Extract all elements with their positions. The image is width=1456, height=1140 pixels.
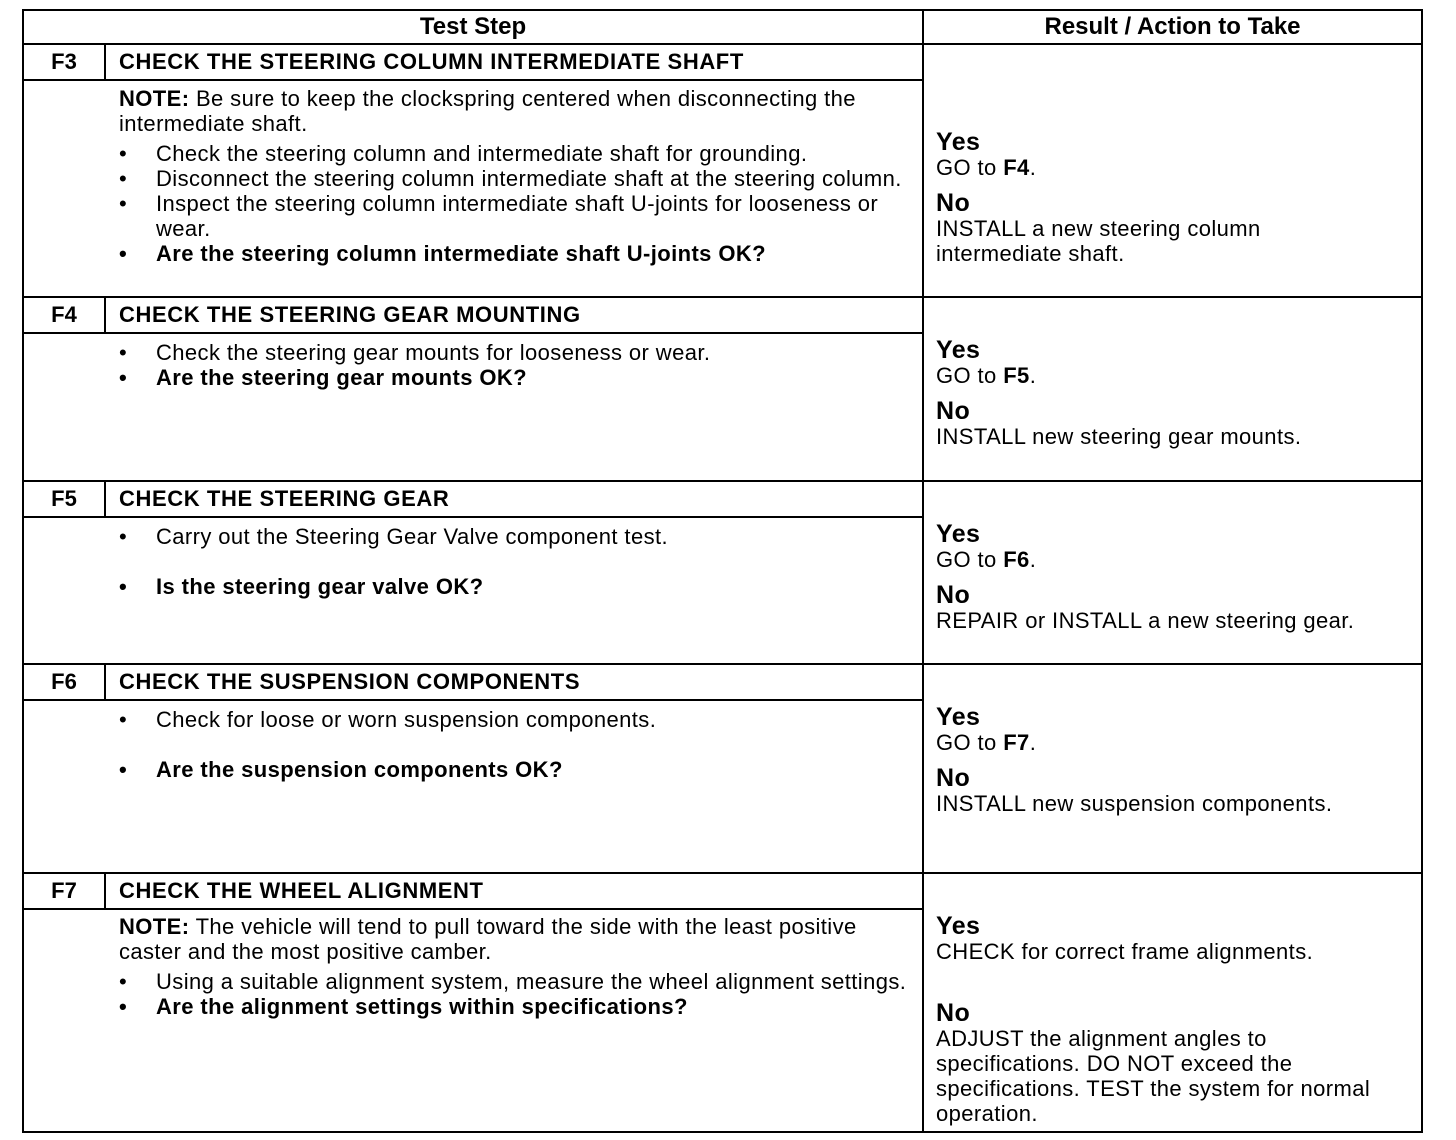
header-test-step: Test Step xyxy=(419,13,527,40)
list-item-question: • Is the steering gear valve OK? xyxy=(119,574,484,599)
no-action: INSTALL a new steering column intermediate shaft. xyxy=(936,216,1261,266)
step-title: CHECK THE STEERING GEAR xyxy=(119,486,450,511)
list-item: • Carry out the Steering Gear Valve component test. xyxy=(119,524,669,549)
note-label: NOTE: xyxy=(119,86,190,111)
note-label: NOTE: xyxy=(119,914,190,939)
yes-ref-link[interactable]: F5 xyxy=(1003,363,1030,388)
step-number: F4 xyxy=(24,298,106,332)
bullet-glyph: • xyxy=(119,994,128,1019)
step-title: CHECK THE WHEEL ALIGNMENT xyxy=(119,878,484,903)
step-result xyxy=(936,129,1417,266)
step-note xyxy=(119,914,909,964)
step-number: F7 xyxy=(24,874,106,908)
list-item: • Check the steering gear mounts for looseness or wear. xyxy=(119,340,711,365)
step-title-bar xyxy=(24,298,922,334)
step-result xyxy=(936,521,1417,633)
list-item-question: • Are the steering gear mounts OK? xyxy=(119,365,527,390)
list-item: • Check for loose or worn suspension components. xyxy=(119,707,657,732)
step-title-bar xyxy=(24,45,922,81)
no-label: No xyxy=(936,581,971,609)
note-text: The vehicle will tend to pull toward the side with the least positive caster and the most positive camber. xyxy=(119,914,857,964)
bullet-glyph: • xyxy=(119,365,128,390)
step-result xyxy=(936,913,1417,1126)
step-number: F3 xyxy=(24,45,106,79)
step-body xyxy=(119,86,909,266)
no-action: ADJUST the alignment angles to specifications. DO NOT exceed the specifications. TEST the system for normal operation. xyxy=(936,1026,1371,1126)
list-item-question: • Are the suspension components OK? xyxy=(119,757,563,782)
bullet-glyph: • xyxy=(119,524,128,549)
step-title: CHECK THE STEERING COLUMN INTERMEDIATE SHAFT xyxy=(119,49,744,74)
bullet-glyph: • xyxy=(119,757,128,782)
yes-label: Yes xyxy=(936,128,981,156)
bullet-glyph: • xyxy=(119,574,128,599)
bullet-glyph: • xyxy=(119,141,128,166)
no-action: REPAIR or INSTALL a new steering gear. xyxy=(936,608,1355,633)
yes-label: Yes xyxy=(936,336,981,364)
bullet-glyph: • xyxy=(119,166,128,191)
step-body xyxy=(119,702,909,782)
step-body xyxy=(119,914,909,1019)
list-item: • Inspect the steering column intermediate shaft U-joints for looseness or wear. xyxy=(119,191,879,241)
step-f5 xyxy=(22,482,1423,665)
bullet-glyph: • xyxy=(119,241,128,266)
step-result xyxy=(936,337,1417,449)
step-body xyxy=(119,335,909,390)
yes-ref-link[interactable]: F7 xyxy=(1003,730,1030,755)
step-title: CHECK THE SUSPENSION COMPONENTS xyxy=(119,669,581,694)
no-label: No xyxy=(936,999,971,1027)
list-item-question: • Are the steering column intermediate shaft U-joints OK? xyxy=(119,241,766,266)
diagnostic-table xyxy=(22,9,1423,1133)
step-f4 xyxy=(22,298,1423,482)
step-body xyxy=(119,519,909,599)
yes-ref-link[interactable]: F6 xyxy=(1003,547,1030,572)
list-item: • Using a suitable alignment system, measure the wheel alignment settings. xyxy=(119,969,907,994)
step-result xyxy=(936,704,1417,816)
list-item: • Check the steering column and intermediate shaft for grounding. xyxy=(119,141,808,166)
yes-label: Yes xyxy=(936,520,981,548)
bullet-glyph: • xyxy=(119,191,128,216)
step-f6 xyxy=(22,665,1423,874)
yes-action: GO to F7. xyxy=(936,730,1037,755)
yes-action: GO to F5. xyxy=(936,363,1037,388)
yes-label: Yes xyxy=(936,703,981,731)
yes-ref-link[interactable]: F4 xyxy=(1003,155,1030,180)
bullet-glyph: • xyxy=(119,707,128,732)
header-result-action: Result / Action to Take xyxy=(1044,13,1301,40)
list-item: • Disconnect the steering column intermediate shaft at the steering column. xyxy=(119,166,902,191)
yes-label: Yes xyxy=(936,912,981,940)
yes-action: CHECK for correct frame alignments. xyxy=(936,939,1314,964)
yes-action: GO to F4. xyxy=(936,155,1037,180)
no-label: No xyxy=(936,397,971,425)
step-f3 xyxy=(22,45,1423,298)
step-number: F6 xyxy=(24,665,106,699)
step-number: F5 xyxy=(24,482,106,516)
list-item-question: • Are the alignment settings within specifications? xyxy=(119,994,688,1019)
bullet-glyph: • xyxy=(119,969,128,994)
step-title-bar xyxy=(24,665,922,701)
note-text: Be sure to keep the clockspring centered when disconnecting the intermediate shaft. xyxy=(119,86,856,136)
step-title: CHECK THE STEERING GEAR MOUNTING xyxy=(119,302,581,327)
no-action: INSTALL new steering gear mounts. xyxy=(936,424,1302,449)
step-title-bar xyxy=(24,482,922,518)
yes-action: GO to F6. xyxy=(936,547,1037,572)
step-title-bar xyxy=(24,874,922,910)
no-label: No xyxy=(936,189,971,217)
no-label: No xyxy=(936,764,971,792)
bullet-glyph: • xyxy=(119,340,128,365)
step-note xyxy=(119,86,909,136)
step-f7 xyxy=(22,874,1423,1133)
no-action: INSTALL new suspension components. xyxy=(936,791,1333,816)
table-header xyxy=(22,9,1423,45)
